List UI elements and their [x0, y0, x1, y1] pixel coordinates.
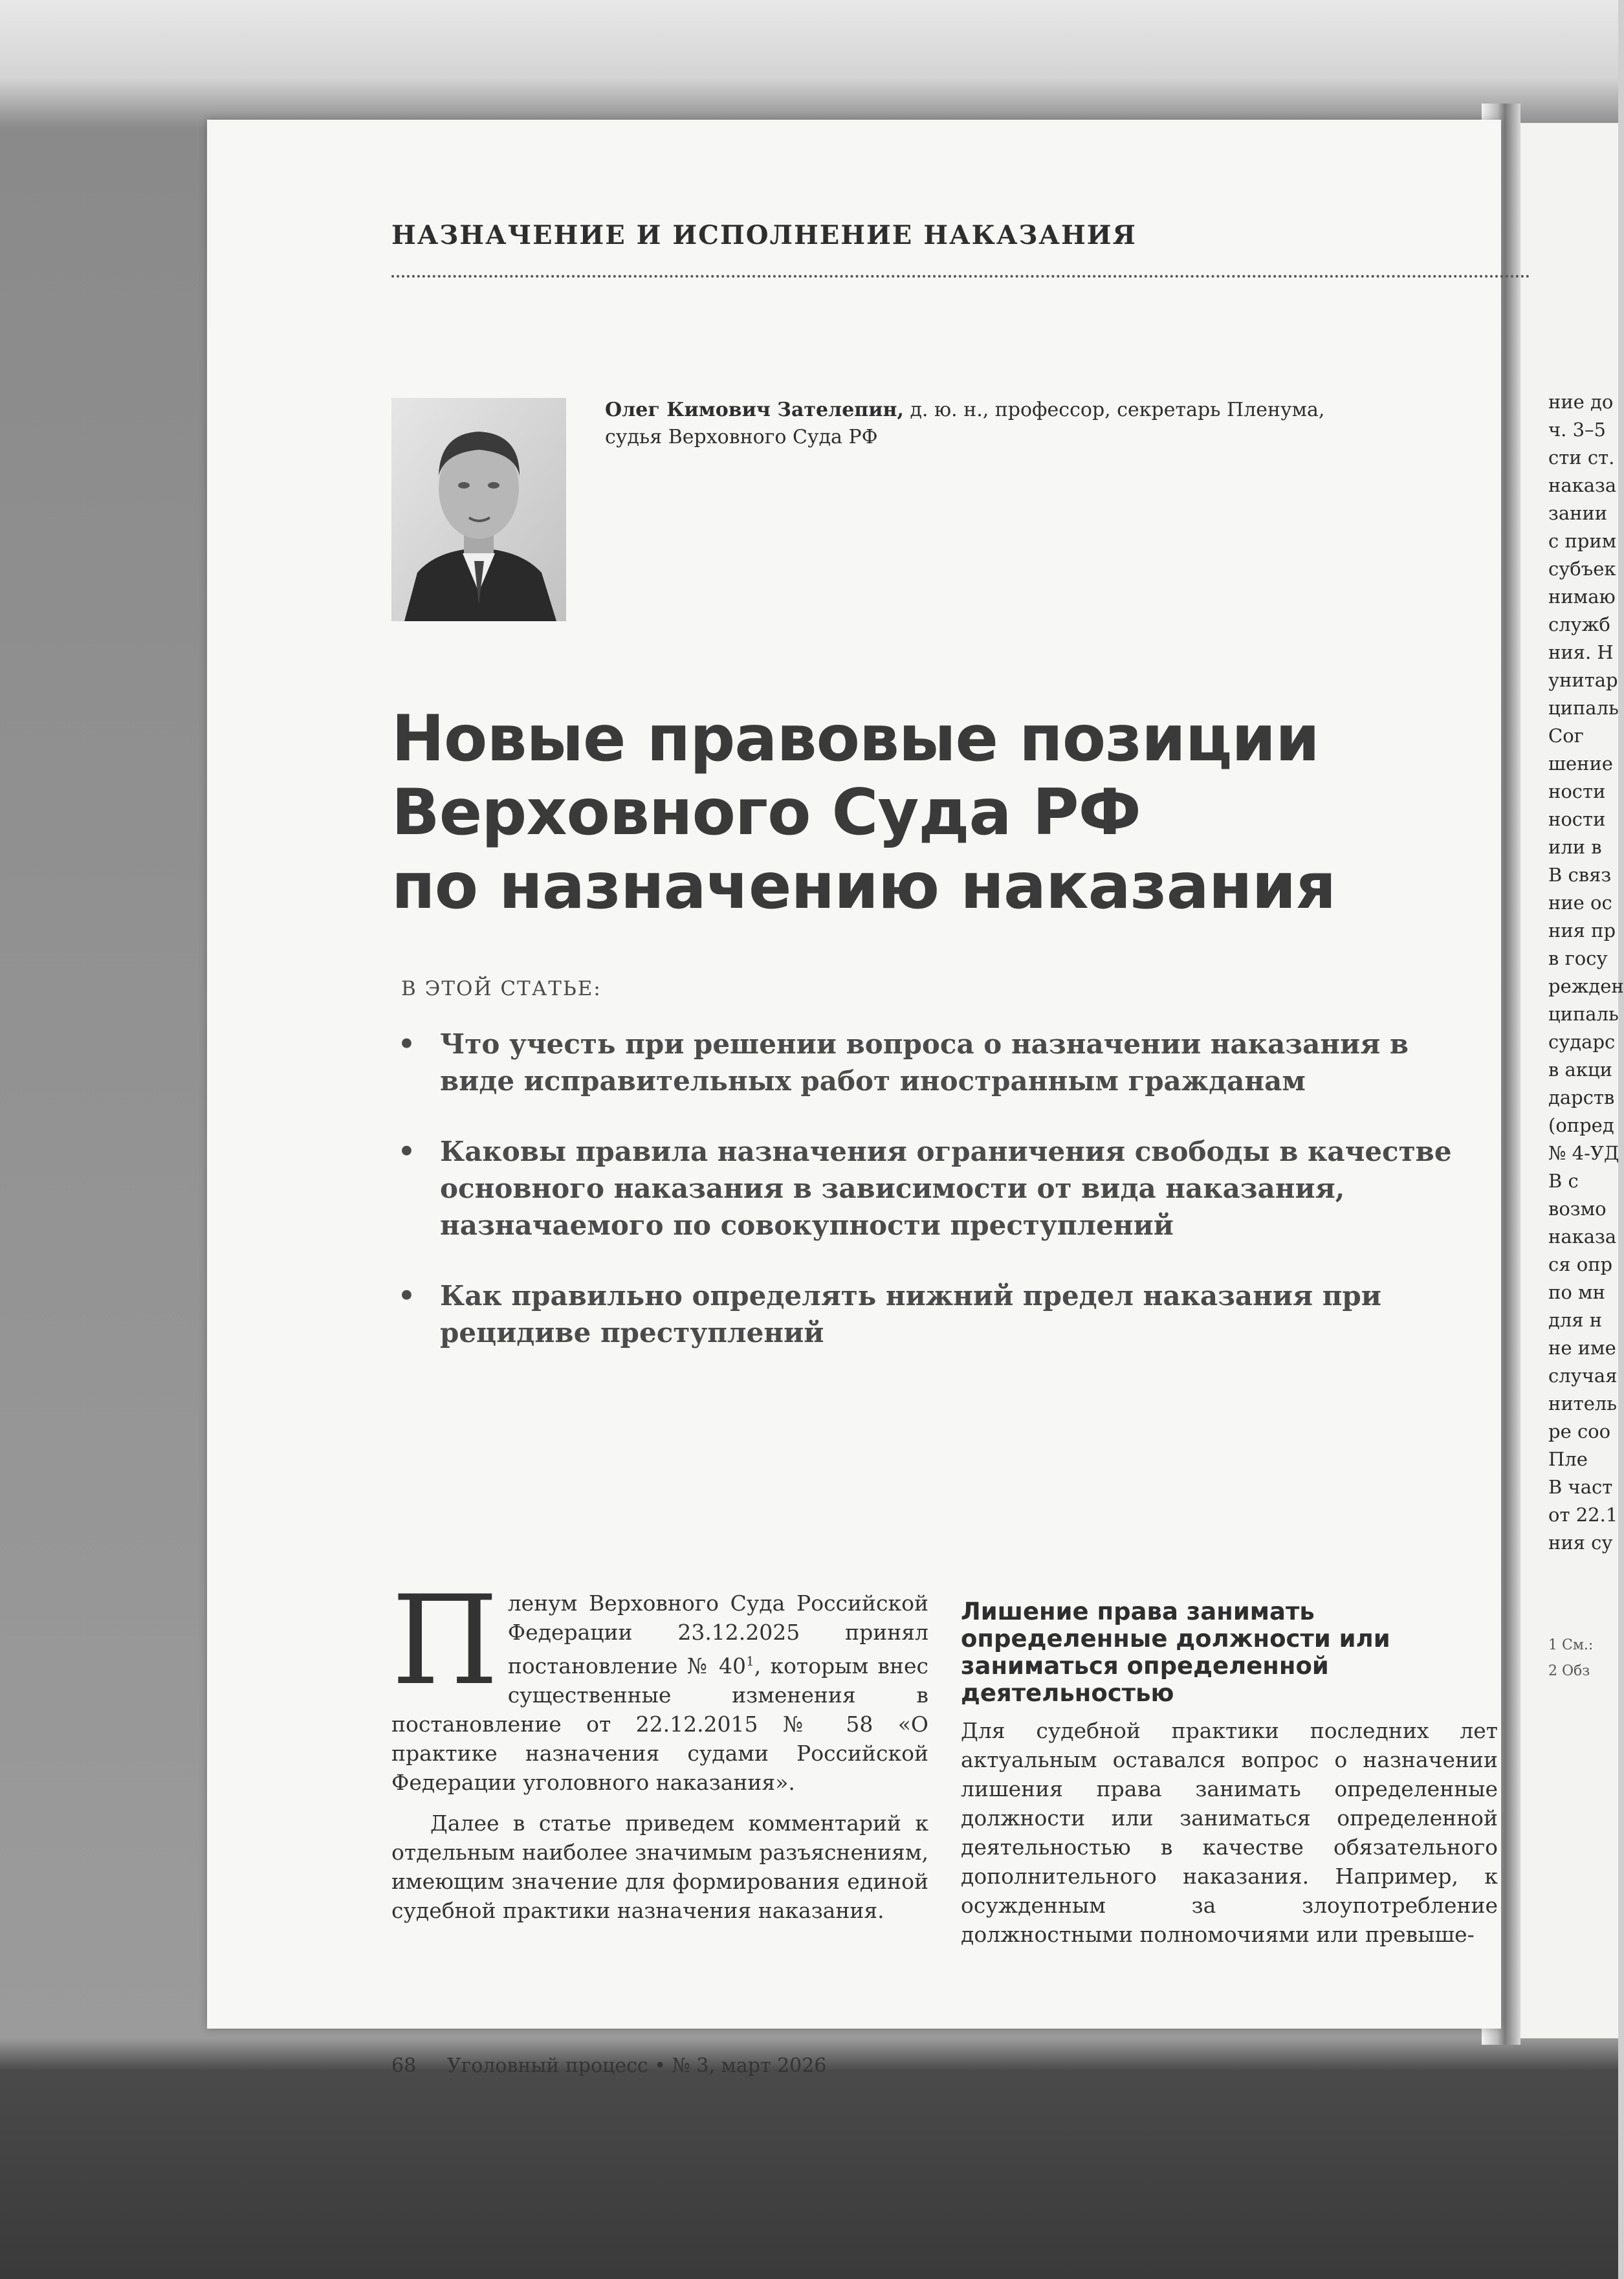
facing-page-line: сти ст. [1548, 446, 1615, 468]
facing-page-line: режден [1548, 975, 1624, 997]
facing-page-line: В с [1548, 1170, 1579, 1192]
facing-page-line: ние до [1548, 391, 1614, 413]
facing-page-line: Пле [1548, 1448, 1588, 1470]
facing-page-line: возмо [1548, 1198, 1607, 1220]
title-line: Новые правовые позиции [391, 702, 1319, 776]
facing-page-line: дарств [1548, 1086, 1615, 1108]
right-column [961, 1598, 1498, 1949]
article-title [391, 702, 1556, 923]
facing-page-line: ч. 3–5 [1548, 419, 1607, 441]
facing-page-line: случая [1548, 1365, 1618, 1387]
left-column [391, 1569, 928, 1925]
list-item: • Как правильно определять нижний предел наказания при рецидиве преступлений [391, 1277, 1491, 1351]
facing-page-line: ся опр [1548, 1253, 1613, 1275]
facing-page-footnote: 1 См.: [1548, 1637, 1594, 1653]
facing-page-line: ципаль [1548, 697, 1619, 719]
facing-page-line: ности [1548, 780, 1606, 802]
dotted-divider [391, 275, 1530, 278]
facing-page-line: ципаль [1548, 1003, 1619, 1025]
intro-text: ленум Верховного Суда Российской Федерации 23.12.2025 принял постановление № 40 [507, 1591, 928, 1679]
facing-page-line: № 4-УД [1548, 1142, 1619, 1164]
facing-page-line: унитар [1548, 669, 1618, 691]
author-portrait-icon [391, 398, 566, 621]
facing-page-line: (опред [1548, 1114, 1614, 1136]
facing-page-line: в госу [1548, 947, 1608, 969]
facing-page-line: ности [1548, 808, 1606, 830]
list-item: • Что учесть при решении вопроса о назначении наказания в виде исправительных работ иностранным гражданам [391, 1026, 1491, 1099]
facing-page-line: наказа [1548, 1226, 1617, 1248]
journal-name: Уголовный процесс • № 3, март 2026 [446, 2054, 827, 2077]
facing-page-line: по мн [1548, 1281, 1605, 1303]
facing-page-line: В част [1548, 1476, 1613, 1498]
author-photo [391, 398, 566, 621]
drop-cap: П [391, 1569, 499, 1712]
list-item: • Каковы правила назначения ограничения свободы в качестве основного наказания в зависимости от вида наказания, назначаемого по совокупности преступлений [391, 1133, 1491, 1244]
page-footer [391, 2054, 826, 2077]
title-line: Верховного Суда РФ [391, 776, 1141, 850]
facing-page-line: от 22.1 [1548, 1504, 1618, 1526]
body-paragraph: Далее в статье приведем комментарий к отдельным наиболее значимым разъяснениям, имеющим значение для формирования единой судебной практики назначения наказания. [391, 1811, 928, 1923]
facing-page-line: нитель [1548, 1393, 1618, 1415]
facing-page-line: Сог [1548, 725, 1584, 747]
author-name: Олег Кимович Зателепин, [605, 399, 904, 421]
intro-text-cont: , которым внес существенные изменения в постановление от 22.12.2015 № 58 «О практике назначения судами Российской Федерации уголовного наказания». [391, 1653, 928, 1795]
author-details: д. ю. н., профессор, секретарь Пленума, судья Верховного Суда РФ [605, 399, 1325, 448]
facing-page-line: ре соо [1548, 1420, 1611, 1442]
facing-page-footnote: 2 Обз [1548, 1663, 1590, 1679]
facing-page-line: ния су [1548, 1532, 1613, 1554]
page-number: 68 [391, 2054, 417, 2077]
facing-page-line: служб [1548, 613, 1610, 635]
title-line: по назначению наказания [391, 850, 1336, 923]
facing-page-line: ния пр [1548, 919, 1616, 941]
section-heading: Лишение права занимать определенные должности или заниматься определенной деятельностью [961, 1598, 1390, 1707]
facing-page-line: субъек [1548, 558, 1616, 580]
section-rubric: НАЗНАЧЕНИЕ И ИСПОЛНЕНИЕ НАКАЗАНИЯ [391, 220, 1137, 250]
author-info [605, 397, 1368, 451]
facing-page-line: в акци [1548, 1059, 1612, 1081]
facing-page-line: В связ [1548, 864, 1612, 886]
page [207, 120, 1501, 2077]
facing-page-line: зании [1548, 502, 1608, 524]
facing-page-line: ние ос [1548, 892, 1612, 914]
facing-page [1517, 123, 1624, 2038]
body-paragraph: Для судебной практики последних лет актуальным оставался вопрос о назначении лишения права занимать определенные должности или заниматься определенной деятельностью в качестве обязательного дополнительного наказания. Например, к осужденным за злоупотребление должностными полномочиями или превыше- [961, 1718, 1498, 1947]
facing-page-line: сударс [1548, 1031, 1616, 1053]
facing-page-line: ния. Н [1548, 641, 1614, 663]
facing-page-line: или в [1548, 836, 1602, 858]
facing-page-line: наказа [1548, 474, 1617, 496]
facing-page-line: с прим [1548, 530, 1617, 552]
in-article-label: В ЭТОЙ СТАТЬЕ: [401, 977, 602, 1000]
facing-page-line: нимаю [1548, 586, 1616, 608]
facing-page-line: шение [1548, 753, 1613, 775]
footnote-ref: 1 [746, 1654, 754, 1669]
facing-page-line: не име [1548, 1337, 1616, 1359]
facing-page-line: для н [1548, 1309, 1603, 1331]
in-article-list [391, 1026, 1491, 1385]
